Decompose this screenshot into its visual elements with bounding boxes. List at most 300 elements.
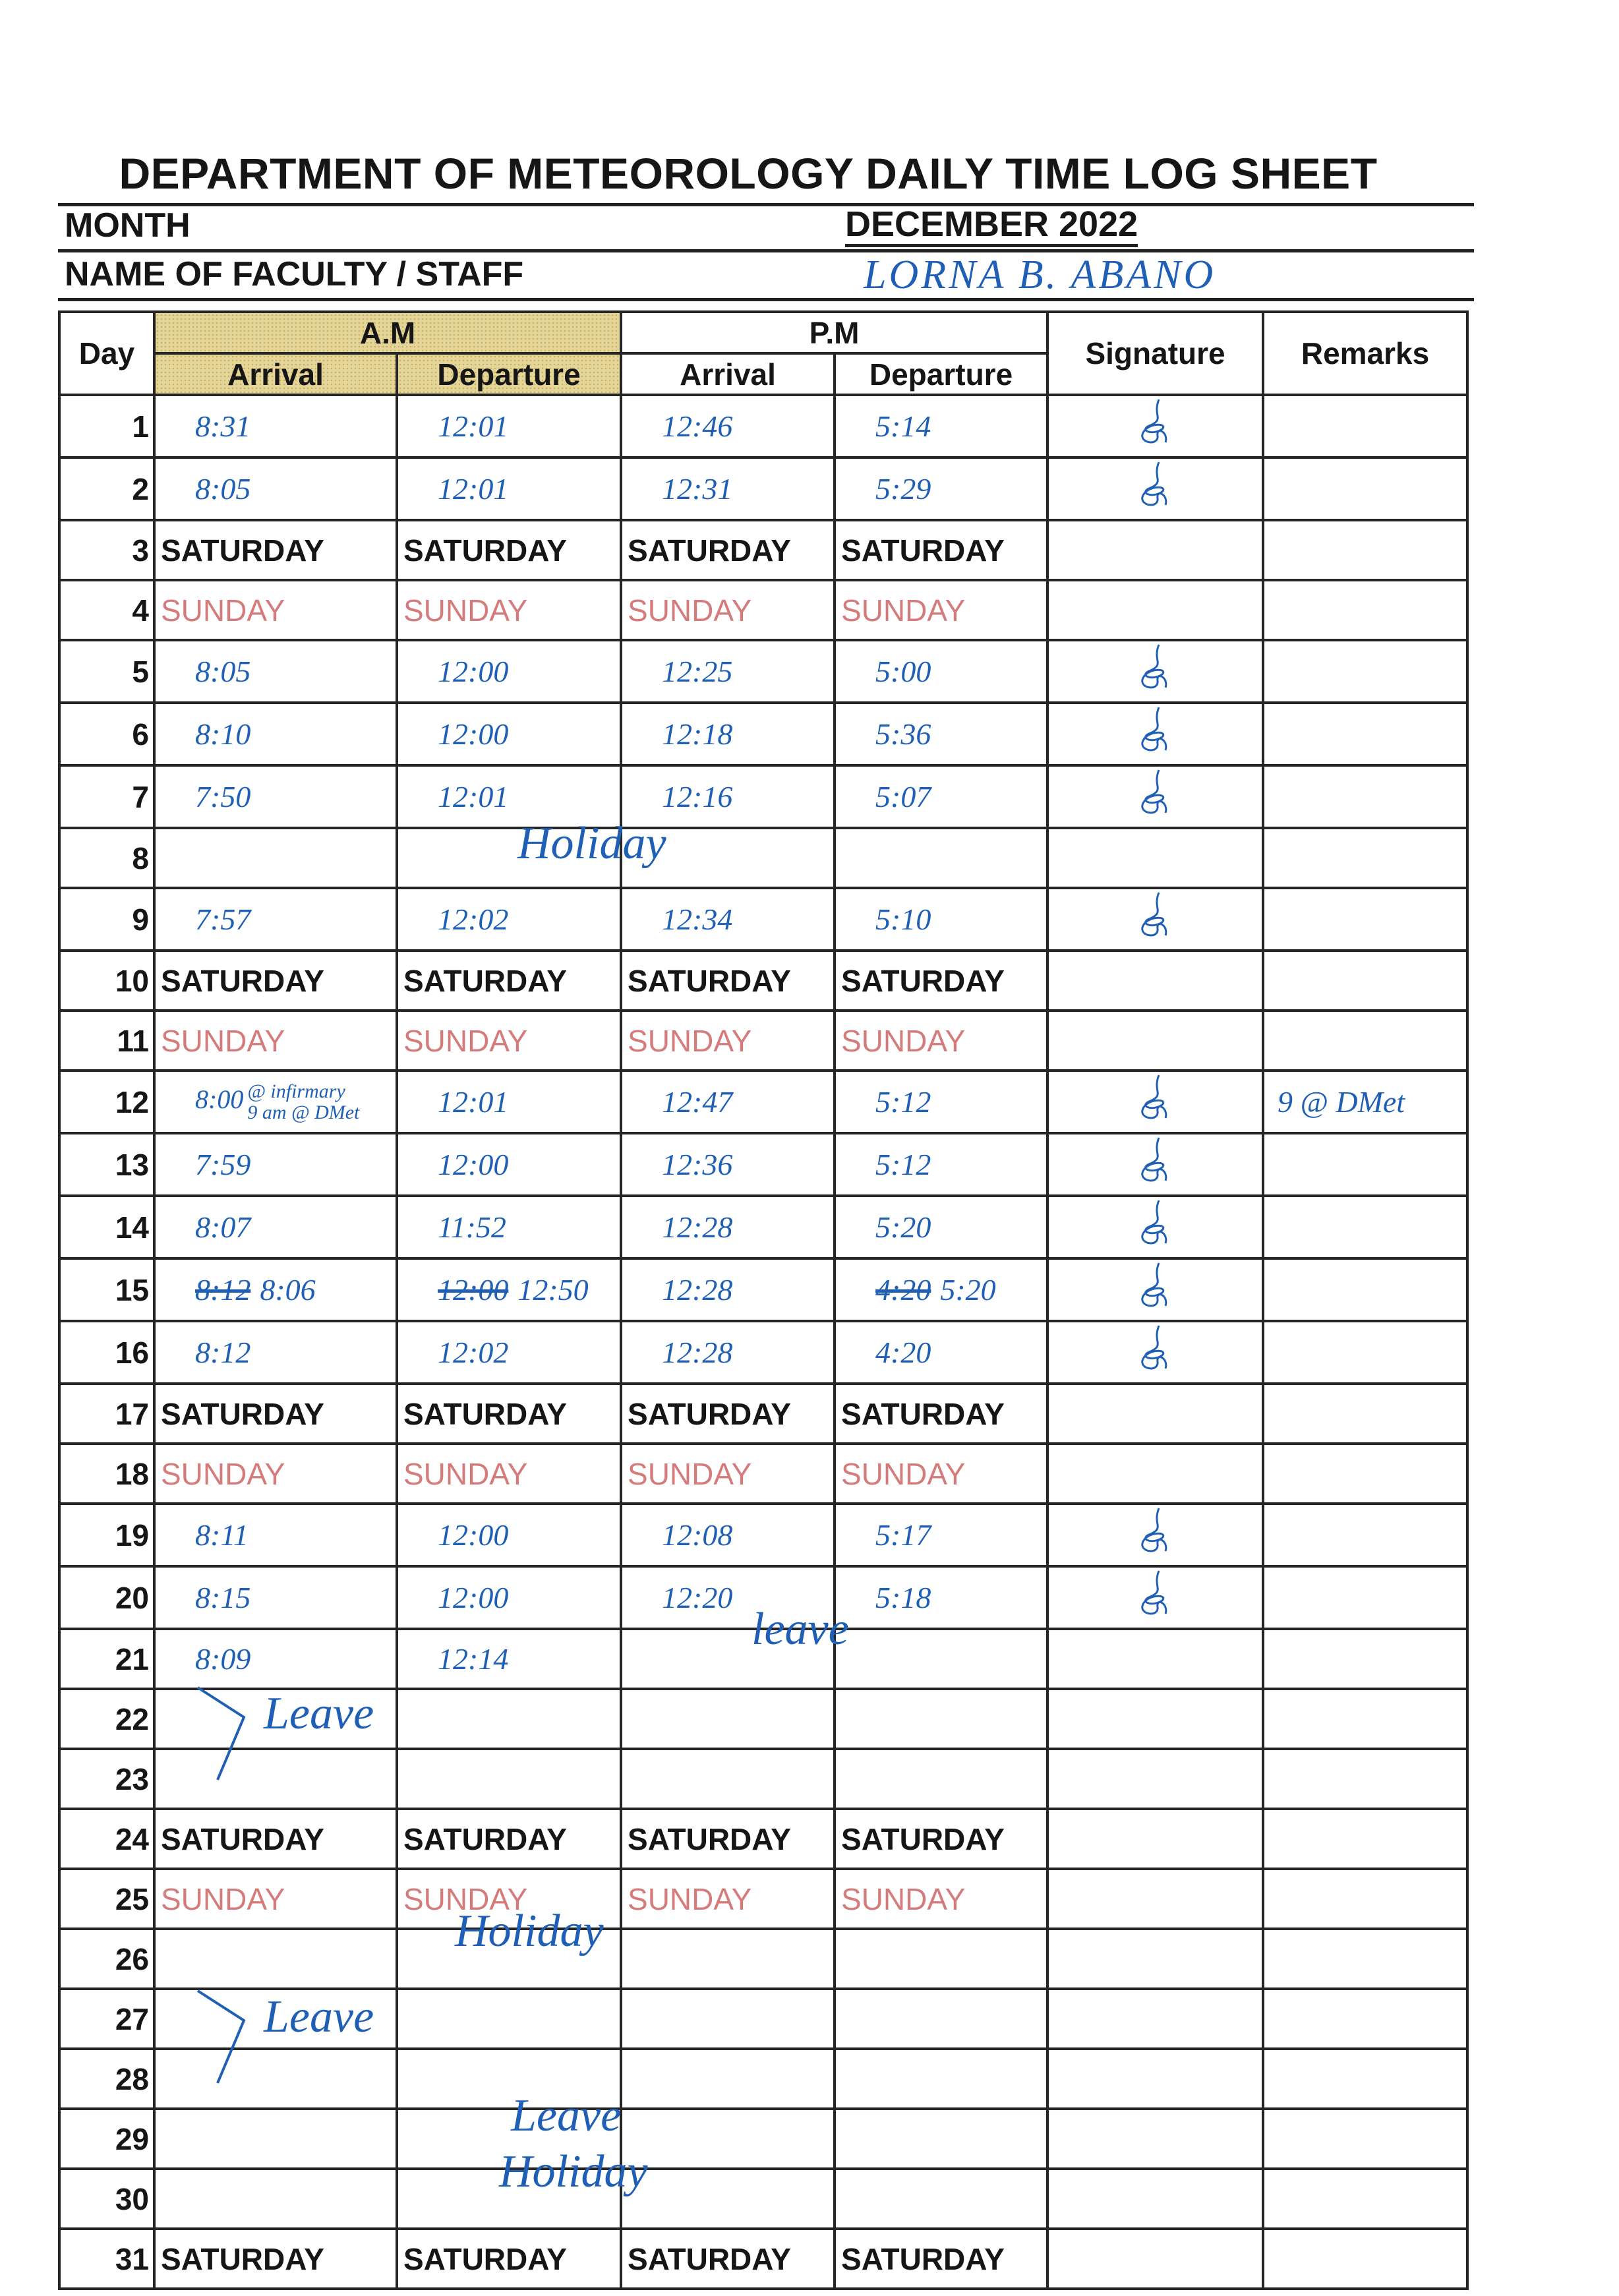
time-value: 5:20 <box>940 1273 996 1307</box>
time-value: 12:02 <box>438 902 509 936</box>
day-sunday-label: SUNDAY <box>154 1869 397 1929</box>
signature-cell <box>1047 1689 1263 1749</box>
time-pm-arrival <box>621 1133 835 1196</box>
day-number: 28 <box>59 2049 154 2109</box>
time-value: 7:59 <box>195 1148 251 1181</box>
remarks-cell <box>1263 520 1467 580</box>
remarks-cell <box>1263 1869 1467 1929</box>
time-value: 5:29 <box>875 472 931 506</box>
time-pm-departure <box>835 1133 1047 1196</box>
signature-mark <box>1133 1347 1179 1382</box>
sheet-title: DEPARTMENT OF METEOROLOGY DAILY TIME LOG SHEET <box>119 149 1378 198</box>
signature-mark <box>1133 421 1179 456</box>
day-number: 19 <box>59 1504 154 1566</box>
time-pm-departure <box>835 1689 1047 1749</box>
time-value: 12:25 <box>662 655 733 688</box>
day-saturday-label: SATURDAY <box>621 951 835 1011</box>
day-number: 17 <box>59 1384 154 1444</box>
arrival-note <box>247 1081 359 1123</box>
time-am-arrival <box>154 1629 397 1689</box>
day-saturday-label: SATURDAY <box>397 1809 621 1869</box>
day-number: 3 <box>59 520 154 580</box>
time-am-departure <box>397 640 621 703</box>
day-number: 9 <box>59 888 154 951</box>
table-row <box>59 1071 1467 1133</box>
day-number: 29 <box>59 2109 154 2169</box>
table-row <box>59 1011 1467 1071</box>
time-am-departure <box>397 457 621 520</box>
time-value: 5:07 <box>875 780 931 813</box>
signature-cell <box>1047 1196 1263 1258</box>
time-value: 7:57 <box>195 902 251 936</box>
time-value: 12:28 <box>662 1273 733 1307</box>
day-sunday-label: SUNDAY <box>835 1011 1047 1071</box>
day-number: 16 <box>59 1321 154 1384</box>
time-pm-departure <box>835 1566 1047 1629</box>
day-number: 13 <box>59 1133 154 1196</box>
time-value: 5:00 <box>875 655 931 688</box>
time-value: 5:12 <box>875 1148 931 1181</box>
signature-cell <box>1047 1749 1263 1809</box>
time-value: 8:07 <box>195 1210 251 1244</box>
signature-cell <box>1047 1809 1263 1869</box>
time-am-arrival <box>154 703 397 765</box>
signature-mark <box>1133 792 1179 826</box>
header-am: A.M <box>154 312 621 353</box>
signature-cell <box>1047 520 1263 580</box>
time-am-arrival <box>154 640 397 703</box>
day-sunday-label: SUNDAY <box>154 1444 397 1504</box>
time-value: 12:00 <box>438 1581 509 1614</box>
day-saturday-label: SATURDAY <box>154 2229 397 2289</box>
signature-mark <box>1133 1097 1179 1131</box>
time-am-arrival <box>154 2109 397 2169</box>
time-pm-arrival <box>621 888 835 951</box>
table-row <box>59 1133 1467 1196</box>
time-value: 12:14 <box>438 1642 509 1676</box>
table-row <box>59 457 1467 520</box>
signature-cell <box>1047 1629 1263 1689</box>
table-row <box>59 2229 1467 2289</box>
time-am-arrival <box>154 1566 397 1629</box>
signature-mark <box>1133 1593 1179 1627</box>
time-pm-departure <box>835 828 1047 888</box>
day-sunday-label: SUNDAY <box>621 1444 835 1504</box>
time-value: 12:50 <box>517 1273 589 1307</box>
time-pm-arrival <box>621 1929 835 1989</box>
remarks-cell <box>1263 1444 1467 1504</box>
time-am-departure <box>397 1504 621 1566</box>
time-am-departure <box>397 1566 621 1629</box>
time-am-arrival <box>154 828 397 888</box>
time-am-departure <box>397 1629 621 1689</box>
day-number: 8 <box>59 828 154 888</box>
table-row <box>59 703 1467 765</box>
table-row <box>59 2109 1467 2169</box>
note-holiday: Holiday <box>455 1906 604 1957</box>
time-value: 8:12 <box>195 1336 251 1369</box>
day-saturday-label: SATURDAY <box>835 520 1047 580</box>
time-value: 12:16 <box>662 780 733 813</box>
signature-cell <box>1047 1444 1263 1504</box>
signature-cell <box>1047 765 1263 828</box>
table-row <box>59 1749 1467 1809</box>
time-pm-departure <box>835 395 1047 457</box>
day-sunday-label: SUNDAY <box>397 1011 621 1071</box>
time-value: 12:00 <box>438 1148 509 1181</box>
time-value: 12:34 <box>662 902 733 936</box>
signature-cell <box>1047 2169 1263 2229</box>
bracket-mark <box>191 1984 270 2093</box>
time-pm-departure <box>835 1929 1047 1989</box>
time-pm-arrival <box>621 640 835 703</box>
time-am-arrival <box>154 1133 397 1196</box>
signature-cell <box>1047 640 1263 703</box>
day-number: 5 <box>59 640 154 703</box>
time-pm-arrival <box>621 1749 835 1809</box>
remarks-cell <box>1263 828 1467 888</box>
table-row <box>59 395 1467 457</box>
day-number: 20 <box>59 1566 154 1629</box>
day-number: 4 <box>59 580 154 640</box>
time-value: 5:20 <box>875 1210 931 1244</box>
note-holiday: Holiday <box>517 818 666 869</box>
time-am-arrival <box>154 1258 397 1321</box>
signature-cell <box>1047 951 1263 1011</box>
time-pm-departure <box>835 1196 1047 1258</box>
remarks-cell <box>1263 395 1467 457</box>
time-pm-departure <box>835 765 1047 828</box>
time-pm-arrival <box>621 1258 835 1321</box>
table-row <box>59 520 1467 580</box>
time-am-departure <box>397 395 621 457</box>
time-am-departure <box>397 1196 621 1258</box>
header-pm: P.M <box>621 312 1047 353</box>
signature-mark <box>1133 914 1179 949</box>
day-sunday-label: SUNDAY <box>621 580 835 640</box>
time-am-departure <box>397 888 621 951</box>
day-saturday-label: SATURDAY <box>621 1809 835 1869</box>
time-am-departure <box>397 1133 621 1196</box>
remarks-cell <box>1263 2049 1467 2109</box>
header-remarks: Remarks <box>1263 312 1467 395</box>
time-value: 12:31 <box>662 472 733 506</box>
time-pm-arrival <box>621 1989 835 2049</box>
day-saturday-label: SATURDAY <box>154 951 397 1011</box>
time-pm-departure <box>835 457 1047 520</box>
table-row <box>59 1929 1467 1989</box>
time-value: 12:01 <box>438 409 509 443</box>
time-value: 12:02 <box>438 1336 509 1369</box>
time-value: 12:08 <box>662 1518 733 1552</box>
time-value: 12:01 <box>438 780 509 813</box>
day-saturday-label: SATURDAY <box>154 1809 397 1869</box>
remarks-cell <box>1263 1566 1467 1629</box>
time-value: 8:09 <box>195 1642 251 1676</box>
time-pm-departure <box>835 1071 1047 1133</box>
month-label: MONTH <box>65 206 191 245</box>
time-value: 12:00 <box>438 1518 509 1552</box>
table-row <box>59 951 1467 1011</box>
time-pm-departure <box>835 2049 1047 2109</box>
time-pm-departure <box>835 1258 1047 1321</box>
day-saturday-label: SATURDAY <box>835 2229 1047 2289</box>
note-line: 9 am @ DMet <box>247 1101 360 1123</box>
time-pm-departure <box>835 1989 1047 2049</box>
signature-cell <box>1047 2109 1263 2169</box>
time-am-arrival <box>154 1321 397 1384</box>
signature-cell <box>1047 1133 1263 1196</box>
day-sunday-label: SUNDAY <box>397 1869 621 1929</box>
day-saturday-label: SATURDAY <box>397 1384 621 1444</box>
time-value: 12:01 <box>438 472 509 506</box>
time-am-arrival <box>154 395 397 457</box>
time-value: 12:36 <box>662 1148 733 1181</box>
time-value: 8:10 <box>195 717 251 751</box>
note-leave: Leave <box>264 1688 374 1739</box>
signature-cell <box>1047 1384 1263 1444</box>
remarks-cell <box>1263 640 1467 703</box>
time-pm-departure <box>835 1749 1047 1809</box>
day-sunday-label: SUNDAY <box>154 1011 397 1071</box>
signature-cell <box>1047 1504 1263 1566</box>
day-number: 30 <box>59 2169 154 2229</box>
divider <box>58 203 1474 206</box>
day-sunday-label: SUNDAY <box>621 1011 835 1071</box>
time-value: 5:12 <box>875 1085 931 1119</box>
time-value: 8:05 <box>195 472 251 506</box>
signature-cell <box>1047 1989 1263 2049</box>
time-am-departure <box>397 1321 621 1384</box>
time-value: 7:50 <box>195 780 251 813</box>
table-row <box>59 640 1467 703</box>
signature-cell <box>1047 2049 1263 2109</box>
time-pm-arrival <box>621 1071 835 1133</box>
remarks-cell <box>1263 1989 1467 2049</box>
signature-mark <box>1133 1160 1179 1194</box>
remarks-cell <box>1263 2169 1467 2229</box>
signature-cell <box>1047 1011 1263 1071</box>
day-sunday-label: SUNDAY <box>835 580 1047 640</box>
signature-cell <box>1047 1929 1263 1989</box>
time-pm-departure <box>835 703 1047 765</box>
signature-cell <box>1047 1566 1263 1629</box>
signature-mark <box>1133 1530 1179 1564</box>
table-row <box>59 2049 1467 2109</box>
divider <box>58 249 1474 252</box>
day-saturday-label: SATURDAY <box>154 520 397 580</box>
day-sunday-label: SUNDAY <box>397 1444 621 1504</box>
day-sunday-label: SUNDAY <box>621 1869 835 1929</box>
struck-time: 8:12 <box>195 1273 251 1307</box>
time-am-departure <box>397 1689 621 1749</box>
time-am-departure <box>397 703 621 765</box>
day-number: 14 <box>59 1196 154 1258</box>
day-number: 1 <box>59 395 154 457</box>
signature-cell <box>1047 1258 1263 1321</box>
day-number: 10 <box>59 951 154 1011</box>
day-saturday-label: SATURDAY <box>621 2229 835 2289</box>
bracket-mark <box>191 1681 270 1790</box>
time-value: 12:00 <box>438 655 509 688</box>
time-value: 11:52 <box>438 1210 506 1244</box>
time-pm-departure <box>835 2169 1047 2229</box>
time-pm-arrival <box>621 457 835 520</box>
day-saturday-label: SATURDAY <box>397 951 621 1011</box>
day-saturday-label: SATURDAY <box>154 1384 397 1444</box>
time-value: 12:20 <box>662 1581 733 1614</box>
time-am-arrival <box>154 1929 397 1989</box>
time-am-departure <box>397 1071 621 1133</box>
remarks-cell <box>1263 765 1467 828</box>
note-leave: Leave <box>511 2090 622 2141</box>
remarks-cell <box>1263 1929 1467 1989</box>
time-pm-arrival <box>621 1321 835 1384</box>
remarks-cell: 9 @ DMet <box>1263 1071 1467 1133</box>
time-pm-departure <box>835 1321 1047 1384</box>
table-row <box>59 1869 1467 1929</box>
time-value: 8:00 <box>195 1084 244 1114</box>
header-day: Day <box>59 312 154 395</box>
table-row <box>59 2169 1467 2229</box>
table-row <box>59 1258 1467 1321</box>
month-value: DECEMBER 2022 <box>845 204 1138 247</box>
signature-cell <box>1047 2229 1263 2289</box>
time-pm-arrival <box>621 2169 835 2229</box>
remarks-cell <box>1263 1504 1467 1566</box>
table-row <box>59 1196 1467 1258</box>
time-pm-arrival <box>621 2049 835 2109</box>
time-pm-departure <box>835 888 1047 951</box>
time-value: 12:28 <box>662 1210 733 1244</box>
remarks-cell <box>1263 1809 1467 1869</box>
divider <box>58 298 1474 301</box>
day-saturday-label: SATURDAY <box>621 520 835 580</box>
time-value: 4:20 <box>875 1336 931 1369</box>
time-pm-departure <box>835 1504 1047 1566</box>
time-value: 8:15 <box>195 1581 251 1614</box>
time-value: 5:14 <box>875 409 931 443</box>
time-am-arrival <box>154 1196 397 1258</box>
time-value: 5:10 <box>875 902 931 936</box>
remarks-cell <box>1263 580 1467 640</box>
signature-mark <box>1133 484 1179 518</box>
time-pm-departure <box>835 1629 1047 1689</box>
remarks-cell <box>1263 1133 1467 1196</box>
remarks-cell <box>1263 1258 1467 1321</box>
time-pm-arrival <box>621 1504 835 1566</box>
remarks-cell <box>1263 1321 1467 1384</box>
remarks-cell <box>1263 1384 1467 1444</box>
day-number: 15 <box>59 1258 154 1321</box>
time-value: 12:47 <box>662 1085 733 1119</box>
time-value: 8:06 <box>260 1273 316 1307</box>
signature-cell <box>1047 703 1263 765</box>
time-pm-departure <box>835 640 1047 703</box>
signature-mark <box>1133 729 1179 763</box>
note-holiday: Holiday <box>499 2146 648 2197</box>
table-row <box>59 828 1467 888</box>
time-value: 12:01 <box>438 1085 509 1119</box>
signature-cell <box>1047 395 1263 457</box>
day-sunday-label: SUNDAY <box>835 1869 1047 1929</box>
table-row <box>59 1384 1467 1444</box>
time-am-arrival <box>154 1504 397 1566</box>
day-number: 21 <box>59 1629 154 1689</box>
time-value: 12:18 <box>662 717 733 751</box>
table-row <box>59 765 1467 828</box>
day-number: 7 <box>59 765 154 828</box>
day-number: 31 <box>59 2229 154 2289</box>
day-sunday-label: SUNDAY <box>397 580 621 640</box>
struck-time: 4:20 <box>875 1273 931 1307</box>
time-value: 8:11 <box>195 1518 249 1552</box>
time-am-arrival <box>154 2169 397 2229</box>
day-number: 23 <box>59 1749 154 1809</box>
day-saturday-label: SATURDAY <box>835 951 1047 1011</box>
remarks-cell <box>1263 703 1467 765</box>
day-number: 6 <box>59 703 154 765</box>
time-value: 12:46 <box>662 409 733 443</box>
remarks-cell <box>1263 1689 1467 1749</box>
time-pm-arrival <box>621 395 835 457</box>
day-number: 25 <box>59 1869 154 1929</box>
note-leave: Leave <box>264 1991 374 2042</box>
day-number: 2 <box>59 457 154 520</box>
signature-cell <box>1047 1321 1263 1384</box>
day-number: 26 <box>59 1929 154 1989</box>
signature-cell <box>1047 828 1263 888</box>
day-number: 18 <box>59 1444 154 1504</box>
time-value: 8:31 <box>195 409 251 443</box>
signature-mark <box>1133 1222 1179 1256</box>
table-row <box>59 580 1467 640</box>
signature-cell <box>1047 1869 1263 1929</box>
time-value: 12:00 <box>438 717 509 751</box>
signature-mark <box>1133 1285 1179 1319</box>
time-am-departure <box>397 1749 621 1809</box>
time-value: 5:36 <box>875 717 931 751</box>
header-pm-departure: Departure <box>835 353 1047 395</box>
header-am-departure: Departure <box>397 353 621 395</box>
time-value: 8:05 <box>195 655 251 688</box>
time-value: 12:28 <box>662 1336 733 1369</box>
signature-cell <box>1047 457 1263 520</box>
day-number: 12 <box>59 1071 154 1133</box>
day-sunday-label: SUNDAY <box>154 580 397 640</box>
signature-mark <box>1133 666 1179 701</box>
header-signature: Signature <box>1047 312 1263 395</box>
name-label: NAME OF FACULTY / STAFF <box>65 255 524 293</box>
day-saturday-label: SATURDAY <box>835 1384 1047 1444</box>
staff-name: LORNA B. ABANO <box>864 252 1216 297</box>
time-am-departure <box>397 1989 621 2049</box>
time-am-arrival <box>154 765 397 828</box>
time-am-arrival <box>154 888 397 951</box>
time-value: 5:18 <box>875 1581 931 1614</box>
note-line: @ infirmary <box>247 1080 345 1102</box>
remarks-cell <box>1263 1749 1467 1809</box>
signature-cell <box>1047 888 1263 951</box>
day-saturday-label: SATURDAY <box>397 2229 621 2289</box>
day-number: 22 <box>59 1689 154 1749</box>
time-am-departure <box>397 1258 621 1321</box>
table-row <box>59 1504 1467 1566</box>
header-pm-arrival: Arrival <box>621 353 835 395</box>
time-pm-arrival <box>621 703 835 765</box>
time-am-arrival <box>154 1071 397 1133</box>
time-am-arrival <box>154 457 397 520</box>
